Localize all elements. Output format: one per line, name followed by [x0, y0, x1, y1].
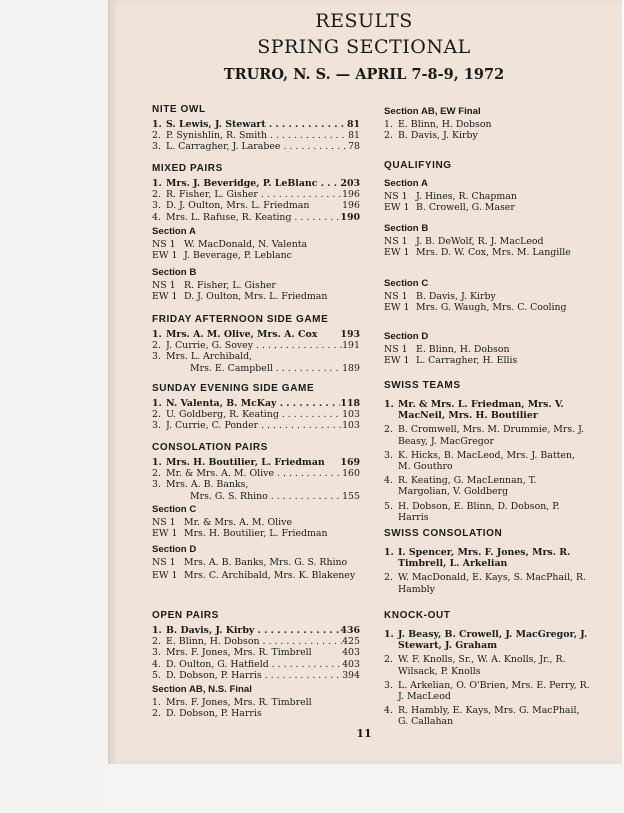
- result-row: 1. Mrs. H. Boutilier, L. Friedman 169: [152, 457, 360, 468]
- result-row: 2. B. Davis, J. Kirby: [384, 130, 478, 142]
- ns-row: NS 1 W. MacDonald, N. Valenta: [152, 239, 308, 250]
- ew-row: EW 1 Mrs. D. W. Cox, Mrs. M. Langille: [384, 247, 571, 259]
- ns-row: NS 1 Mrs. A. B. Banks, Mrs. G. S. Rhino: [152, 557, 348, 568]
- result-row: 4. R. Hambly, E. Kays, Mrs. G. MacPhail, G. Callahan: [384, 705, 580, 728]
- result-row: 2. W. MacDonald, E. Kays, S. MacPhail, R. Hambly: [384, 572, 587, 595]
- result-row: 4. Mrs. L. Rafuse, R. Keating . . . 190: [152, 212, 360, 223]
- result-row: 1. Mr. & Mrs. L. Friedman, Mrs. V. MacNeil, Mrs. H. Boutilier: [384, 399, 564, 422]
- result-row: 1. J. Beasy, B. Crowell, J. MacGregor, J. Stewart, J. Graham: [384, 629, 588, 652]
- section-heading: OPEN PAIRS: [152, 610, 219, 621]
- subsection-heading: Section A: [152, 226, 196, 237]
- ns-row: NS 1 E. Blinn, H. Dobson: [384, 344, 510, 355]
- subsection-heading: Section D: [384, 331, 429, 342]
- section-heading: NITE OWL: [152, 104, 206, 115]
- result-row: 1. N. Valenta, B. McKay . . . 118: [152, 398, 360, 409]
- result-row: 2. U. Goldberg, R. Keating . . . 103: [152, 409, 360, 420]
- mixed-section-b: [152, 267, 360, 302]
- result-row-continued: Mrs. G. S. Rhino . . . 155: [152, 491, 360, 502]
- result-row-continued: Mrs. E. Campbell . . . 189: [152, 363, 360, 374]
- subsection-heading: Section B: [384, 223, 429, 234]
- qualifying-section: [384, 160, 590, 175]
- consolation-pairs-section: [152, 442, 360, 502]
- subsection-heading: Section D: [152, 544, 197, 555]
- result-row: 1. B. Davis, J. Kirby . . . 436: [152, 625, 360, 636]
- swiss-consolation-section: [384, 528, 590, 595]
- result-row: 3. Mrs. L. Archibald,: [152, 351, 253, 363]
- result-row: 3. J. Currie, C. Ponder . . . 103: [152, 420, 360, 431]
- ew-row: EW 1 D. J. Oulton, Mrs. L. Friedman: [152, 291, 328, 303]
- result-row: 2. J. Currie, G. Sovey . . . 191: [152, 340, 360, 351]
- scan-margin: [0, 0, 108, 813]
- ew-row: EW 1 Mrs. C. Archibald, Mrs. K. Blakeney: [152, 570, 356, 582]
- result-row: 2. D. Dobson, P. Harris: [152, 708, 262, 720]
- result-row: 3. Mrs. A. B. Banks,: [152, 479, 249, 491]
- result-row: 1. S. Lewis, J. Stewart . . . 81: [152, 119, 360, 130]
- result-row: 3. Mrs. F. Jones, Mrs. R. Timbrell 403: [152, 647, 360, 659]
- result-row: 2. Mr. & Mrs. A. M. Olive . . . 160: [152, 468, 360, 479]
- result-row: 5. D. Dobson, P. Harris . . . 394: [152, 670, 360, 681]
- section-heading: CONSOLATION PAIRS: [152, 442, 268, 453]
- result-row: 4. R. Keating, G. MacLennan, T. Margolian, V. Goldberg: [384, 475, 537, 498]
- result-row: 1. Mrs. J. Beveridge, P. LeBlanc . . . 203: [152, 178, 360, 189]
- consolation-section-c: [152, 504, 360, 539]
- result-row: 2. B. Cromwell, Mrs. M. Drummie, Mrs. J. Beasy, J. MacGregor: [384, 424, 585, 447]
- ew-row: EW 1 Mrs. H. Boutilier, L. Friedman: [152, 528, 328, 540]
- ns-row: NS 1 B. Davis, J. Kirby: [384, 291, 496, 302]
- result-row: 3. K. Hicks, B. MacLeod, Mrs. J. Batten, M. Gouthro: [384, 449, 575, 473]
- result-row: 3. L. Carragher, J. Larabee . . . 78: [152, 141, 360, 152]
- nite-owl-section: [152, 104, 360, 153]
- section-heading: SWISS CONSOLATION: [384, 528, 503, 539]
- section-heading: SWISS TEAMS: [384, 380, 461, 391]
- ns-final-section: [152, 684, 360, 719]
- result-row: 3. D. J. Oulton, Mrs. L. Friedman 196: [152, 200, 360, 212]
- open-pairs-section: [152, 610, 360, 681]
- result-row: 4. D. Oulton, G. Hatfield . . . 403: [152, 659, 360, 670]
- mixed-pairs-section: [152, 163, 360, 223]
- qualifying-section-d: [384, 331, 590, 366]
- result-row: 2. R. Fisher, L. Gisher . . . 196: [152, 189, 360, 200]
- ew-row: EW 1 L. Carragher, H. Ellis: [384, 355, 518, 367]
- ew-final-section: [384, 106, 590, 141]
- mixed-section-a: [152, 226, 360, 261]
- result-row: 3. L. Arkelian, O. O'Brien, Mrs. E. Perry, R. J. MacLeod: [384, 679, 590, 703]
- result-row: 2. P. Synishlin, R. Smith . . . 81: [152, 130, 360, 141]
- section-heading: SUNDAY EVENING SIDE GAME: [152, 383, 315, 394]
- qualifying-section-c: [384, 278, 590, 313]
- subsection-heading: Section AB, EW Final: [384, 106, 481, 117]
- ns-row: NS 1 Mr. & Mrs. A. M. Olive: [152, 517, 293, 528]
- section-heading: FRIDAY AFTERNOON SIDE GAME: [152, 314, 329, 325]
- result-row: 1. Mrs. A. M. Olive, Mrs. A. Cox 193: [152, 329, 360, 340]
- ew-row: EW 1 B. Crowell, G. Maser: [384, 202, 515, 214]
- ns-row: NS 1 J. Hines, R. Chapman: [384, 191, 517, 202]
- friday-side-game-section: [152, 314, 360, 374]
- heading-results: RESULTS: [315, 10, 413, 32]
- section-heading: MIXED PAIRS: [152, 163, 223, 174]
- consolation-section-d: [152, 544, 360, 581]
- knock-out-section: [384, 610, 590, 728]
- qualifying-section-a: [384, 178, 590, 213]
- qualifying-section-b: [384, 223, 590, 258]
- subsection-heading: Section B: [152, 267, 197, 278]
- subsection-heading: Section C: [384, 278, 429, 289]
- ew-row: EW 1 Mrs. G. Waugh, Mrs. C. Cooling: [384, 302, 567, 314]
- result-row: 1. E. Blinn, H. Dobson: [384, 119, 492, 130]
- section-heading: KNOCK-OUT: [384, 610, 451, 621]
- ns-row: NS 1 R. Fisher, L. Gisher: [152, 280, 276, 291]
- result-row: 1. Mrs. F. Jones, Mrs. R. Timbrell: [152, 697, 312, 708]
- heading-location-date: TRURO, N. S. — APRIL 7-8-9, 1972: [223, 66, 505, 83]
- result-row: 2. W. F. Knolls, Sr., W. A. Knolls, Jr., R. Wilsack, P. Knolls: [384, 654, 566, 677]
- subsection-heading: Section C: [152, 504, 197, 515]
- result-row: 5. H. Dobson, E. Blinn, D. Dobson, P. Harris: [384, 500, 560, 523]
- section-heading: QUALIFYING: [384, 160, 452, 171]
- result-row: 1. I. Spencer, Mrs. F. Jones, Mrs. R. Timbrell, L. Arkelian: [384, 547, 571, 570]
- sunday-side-game-section: [152, 383, 360, 432]
- scan-bottom: [108, 764, 624, 813]
- swiss-teams-section: [384, 380, 590, 523]
- subsection-heading: Section A: [384, 178, 428, 189]
- page-number: 11: [356, 727, 372, 740]
- heading-spring-sectional: SPRING SECTIONAL: [257, 36, 471, 58]
- ns-row: NS 1 J. B. DeWolf, R. J. MacLeod: [384, 236, 544, 247]
- result-row: 2. E. Blinn, H. Dobson . . . 425: [152, 636, 360, 647]
- subsection-heading: Section AB, N.S. Final: [152, 684, 252, 695]
- ew-row: EW 1 J. Beverage, P. Leblanc: [152, 250, 292, 262]
